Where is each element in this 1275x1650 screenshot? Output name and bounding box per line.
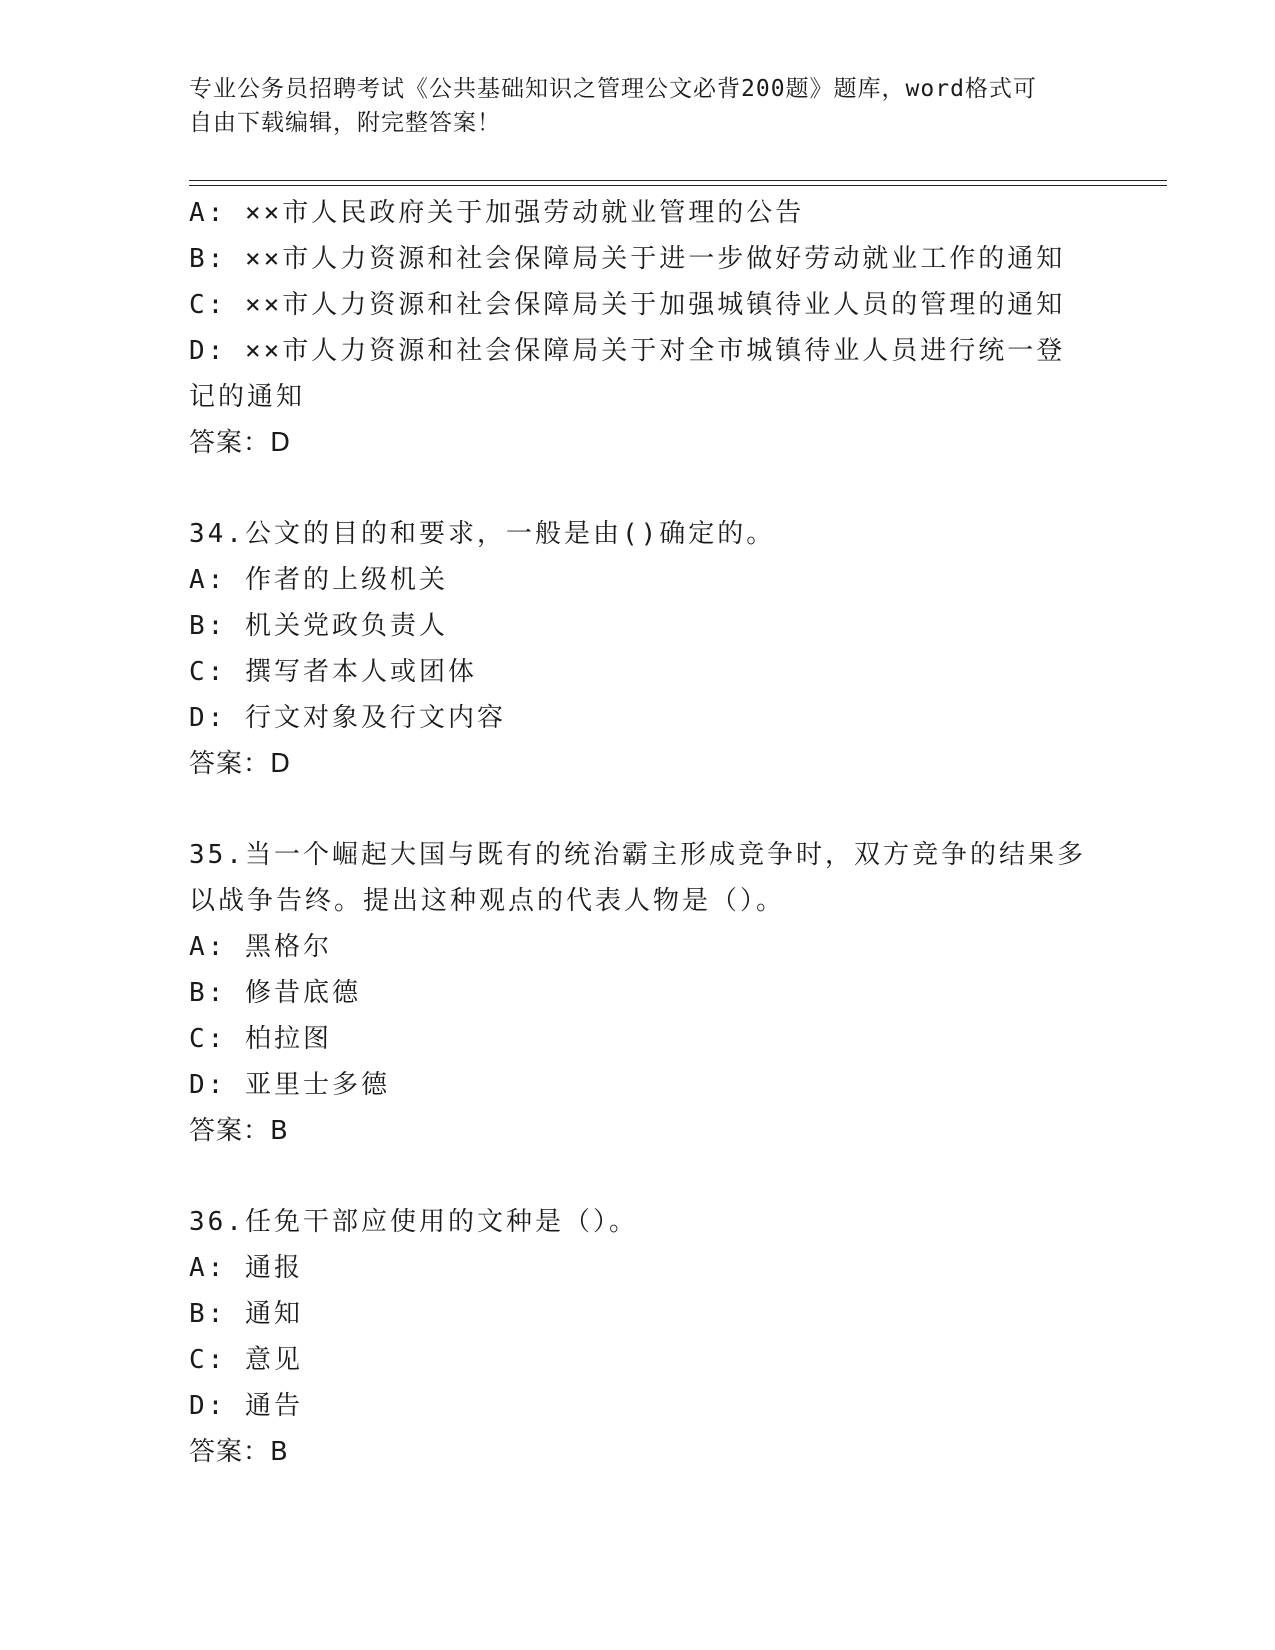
option-c: C: 撰写者本人或团体 [189,657,477,687]
option-d: D: 通告 [189,1391,303,1421]
header-divider-top [189,180,1167,181]
question-text-35-line-1: 35.当一个崛起大国与既有的统治霸主形成竞争时，双方竞争的结果多 [189,840,1086,870]
spacer [189,1154,1089,1199]
answer-35: 答案：B [189,1116,289,1146]
header-line-1: 专业公务员招聘考试《公共基础知识之管理公文必背200题》题库，word格式可 [189,76,1037,102]
question-text-36: 36.任免干部应使用的文种是（）。 [189,1207,638,1237]
answer-34: 答案：D [189,749,292,779]
option-c: C: 柏拉图 [189,1024,332,1054]
spacer [189,787,1089,832]
option-d: D: ××市人力资源和社会保障局关于对全市城镇待业人员进行统一登 [189,336,1066,366]
option-d-continuation: 记的通知 [189,382,306,412]
question-block-36 [189,1199,1089,1475]
option-b: B: 通知 [189,1299,303,1329]
option-b: B: ××市人力资源和社会保障局关于进一步做好劳动就业工作的通知 [189,244,1066,274]
option-d: D: 亚里士多德 [189,1070,390,1100]
option-a: A: 作者的上级机关 [189,565,448,595]
option-b: B: 机关党政负责人 [189,611,448,641]
answer-36: 答案：B [189,1437,289,1467]
option-c: C: ××市人力资源和社会保障局关于加强城镇待业人员的管理的通知 [189,290,1066,320]
option-d: D: 行文对象及行文内容 [189,703,506,733]
question-block-35 [189,832,1089,1154]
question-block-34 [189,511,1089,787]
question-text-34: 34.公文的目的和要求，一般是由()确定的。 [189,519,776,549]
document-header [189,72,1089,140]
option-c: C: 意见 [189,1345,303,1375]
answer-33: 答案：D [189,428,292,458]
spacer [189,466,1089,511]
option-b: B: 修昔底德 [189,978,361,1008]
question-list [189,190,1089,1475]
option-a: A: 黑格尔 [189,932,332,962]
question-block-33 [189,190,1089,466]
header-line-2: 自由下载编辑，附完整答案！ [189,110,501,136]
option-a: A: 通报 [189,1253,303,1283]
question-text-35-line-2: 以战争告终。提出这种观点的代表人物是（）。 [189,886,786,916]
header-divider-bottom [189,185,1167,186]
option-a: A: ××市人民政府关于加强劳动就业管理的公告 [189,198,805,228]
